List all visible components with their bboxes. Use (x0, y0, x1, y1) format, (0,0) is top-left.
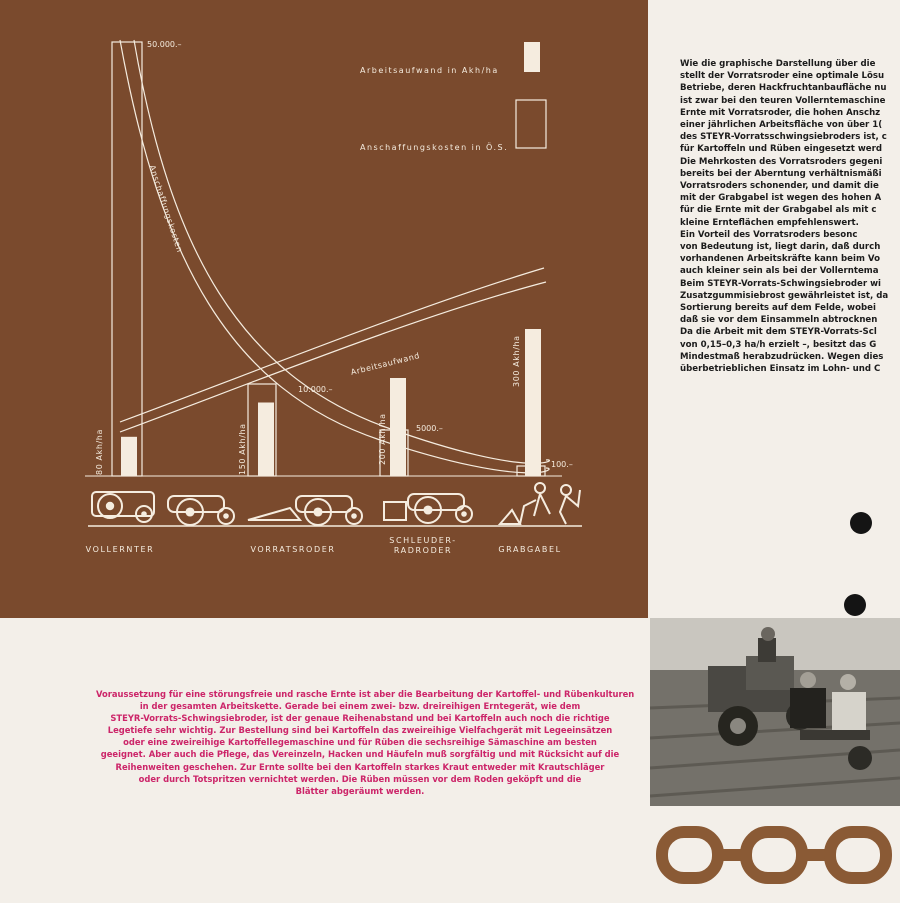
cost-tick-5000: 5000.– (416, 424, 443, 433)
text-line: Zusatzgummisiebrost gewährleistet ist, da (680, 290, 889, 301)
text-line: überbetrieblichen Einsatz im Lohn- und C (680, 364, 881, 375)
category-label-vorratsroder (238, 545, 348, 555)
work-bar-2 (390, 378, 406, 476)
bar-label-vollernter: 80 Akh/ha (95, 429, 104, 475)
category-line: VORRATSRODER (250, 545, 336, 554)
category-line: GRABGABEL (498, 545, 562, 554)
cost-curve-inner (134, 40, 549, 463)
tractor-photo-illustration (650, 618, 900, 806)
curve-label-work: Arbeitsaufwand (349, 351, 421, 377)
work-bar-0 (121, 437, 137, 476)
text-line: STEYR-Vorrats-Schwingsiebroder, ist der genaue Reihenabstand und bei Kartoffeln auch noch die richtige (110, 713, 610, 724)
legend-swatch-work (524, 42, 540, 72)
harvester-wheel-hub (106, 502, 114, 510)
tractor-3-wheel-front-hub (461, 511, 467, 517)
cost-tick-10000: 10.000.– (298, 385, 333, 394)
text-line: stellt der Vorratsroder eine optimale Lösu (680, 71, 885, 82)
text-line: daß sie vor dem Einsammeln abtrocknen (680, 315, 878, 326)
text-line: Ein Vorteil des Vorratsroders besonc (680, 229, 858, 240)
sack (500, 510, 520, 524)
text-line: Sortierung bereits auf dem Felde, wobei (680, 303, 876, 314)
comparison-chart (0, 0, 648, 618)
text-line: bereits bei der Aberntung verhältnismäßi (680, 168, 882, 179)
category-line: SCHLEUDER- (389, 536, 457, 545)
text-line: von 0,15–0,3 ha/h erzielt –, besitzt das G (680, 339, 877, 350)
bottom-paragraph (96, 688, 635, 797)
work-bar-1 (258, 403, 274, 477)
category-line: VOLLERNTER (85, 545, 155, 554)
tractor-1-wheel-front-hub (223, 513, 229, 519)
text-line: oder durch Totspritzen vernichtet werden. Die Rüben müssen vor dem Roden geköpft und die (138, 773, 582, 784)
tractor-2-wheel-hub (313, 507, 322, 516)
text-line: Da die Arbeit mit dem STEYR-Vorrats-Scl (680, 327, 877, 338)
legend-label-cost: Anschaffungskosten in Ö.S. (360, 143, 509, 152)
legend-label-work: Arbeitsaufwand in Akh/ha (360, 66, 499, 75)
text-line: auch kleiner sein als bei der Vollerntema (680, 266, 879, 277)
text-line: für die Ernte mit der Grabgabel als mit c (680, 205, 877, 216)
text-line: Beim STEYR-Vorrats-Schwingsiebroder wi (680, 278, 881, 289)
tractor-1-wheel-hub (185, 507, 194, 516)
text-line: Wie die graphische Darstellung über die (680, 59, 876, 69)
worker-1-body (520, 494, 550, 524)
right-text-column (680, 58, 900, 375)
bar-label-vorratsroder: 150 Akh/ha (238, 423, 247, 475)
bar-label-grabgabel: 300 Akh/ha (512, 335, 521, 387)
legend-swatch-cost (516, 100, 546, 148)
text-line: mit der Grabgabel ist wegen des hohen A (680, 193, 882, 204)
worker-2-head (561, 485, 571, 495)
work-bar-3 (525, 329, 541, 476)
bar-label-radroder: 200 Akh/ha (378, 413, 387, 465)
text-line: ist zwar bei den teuren Vollerntemaschine (680, 95, 886, 106)
category-label-vollernter (70, 545, 170, 555)
text-line: Mindestmaß herabzudrücken. Wegen dies (680, 351, 884, 362)
punch-hole (844, 594, 866, 616)
chain-graphic (650, 820, 900, 890)
text-line: einer jährlichen Arbeitsfläche von über 1( (680, 120, 883, 131)
punch-hole (850, 512, 872, 534)
text-line: Reihenweiten geschehen. Zur Ernte sollte bei den Kartoffeln starkes Kraut entweder mit Krautschläger (115, 761, 605, 772)
tractor-3-wheel-hub (423, 505, 432, 514)
text-line: vorhandenen Arbeitskräfte kann beim Vo (680, 254, 880, 265)
text-line: kleine Ernteflächen empfehlenswert. (680, 217, 859, 228)
text-line: Voraussetzung für eine störungsfreie und rasche Ernte ist aber die Bearbeitung der Kartoffel- und Rübenkulturen (96, 689, 635, 699)
text-line: Betriebe, deren Hackfruchtanbaufläche nu (680, 83, 887, 94)
chart-panel (0, 0, 648, 618)
text-line: Ernte mit Vorratsroder, die hohen Anschz (680, 107, 881, 118)
tractor-photo (650, 618, 900, 806)
text-line: Vorratsroders schonender, und damit die (680, 181, 879, 192)
spinner-body (384, 502, 406, 520)
category-label-grabgabel (480, 545, 580, 555)
text-line: von Bedeutung ist, liegt darin, daß durch (680, 242, 881, 253)
digger-body (248, 508, 300, 520)
tractor-3-body (408, 494, 464, 510)
work-curve-upper (120, 282, 546, 432)
category-label-radroder (368, 536, 478, 556)
text-line: geeignet. Aber auch die Pflege, das Vereinzeln, Hacken und Häufeln muß sorgfältig und mit Rücksicht auf die (100, 749, 620, 760)
harvester-wheel-front-hub (141, 511, 147, 517)
cost-tick-100: 100.– (551, 460, 573, 469)
cost-tick-50000: 50.000.– (147, 40, 182, 49)
worker-1-head (535, 483, 545, 493)
text-line: in der gesamten Arbeitskette. Gerade bei einem zwei- bzw. dreireihigen Erntegerät, wie dem (139, 701, 581, 712)
tractor-2-wheel-front-hub (351, 513, 357, 519)
category-line: RADRODER (393, 546, 453, 555)
cost-bar-0 (112, 42, 142, 476)
text-line: Legetiefe sehr wichtig. Zur Bestellung sind bei Kartoffeln das zweireihige Vielfachgerät mit Legeeinsätzen (107, 725, 613, 736)
work-curve-lower (120, 268, 544, 422)
text-line: Blätter abgeräumt werden. (295, 785, 425, 796)
text-line: des STEYR-Vorratsschwingsiebroders ist, c (680, 132, 887, 143)
text-line: für Kartoffeln und Rüben eingesetzt werd (680, 144, 883, 155)
text-line: oder eine zweireihige Kartoffellegemaschine und für Rüben die sechsreihige Sämaschine am besten (123, 737, 597, 748)
curve-label-cost: Anschaffungskosten (147, 164, 185, 254)
text-line: Die Mehrkosten des Vorratsroders gegeni (680, 156, 883, 167)
